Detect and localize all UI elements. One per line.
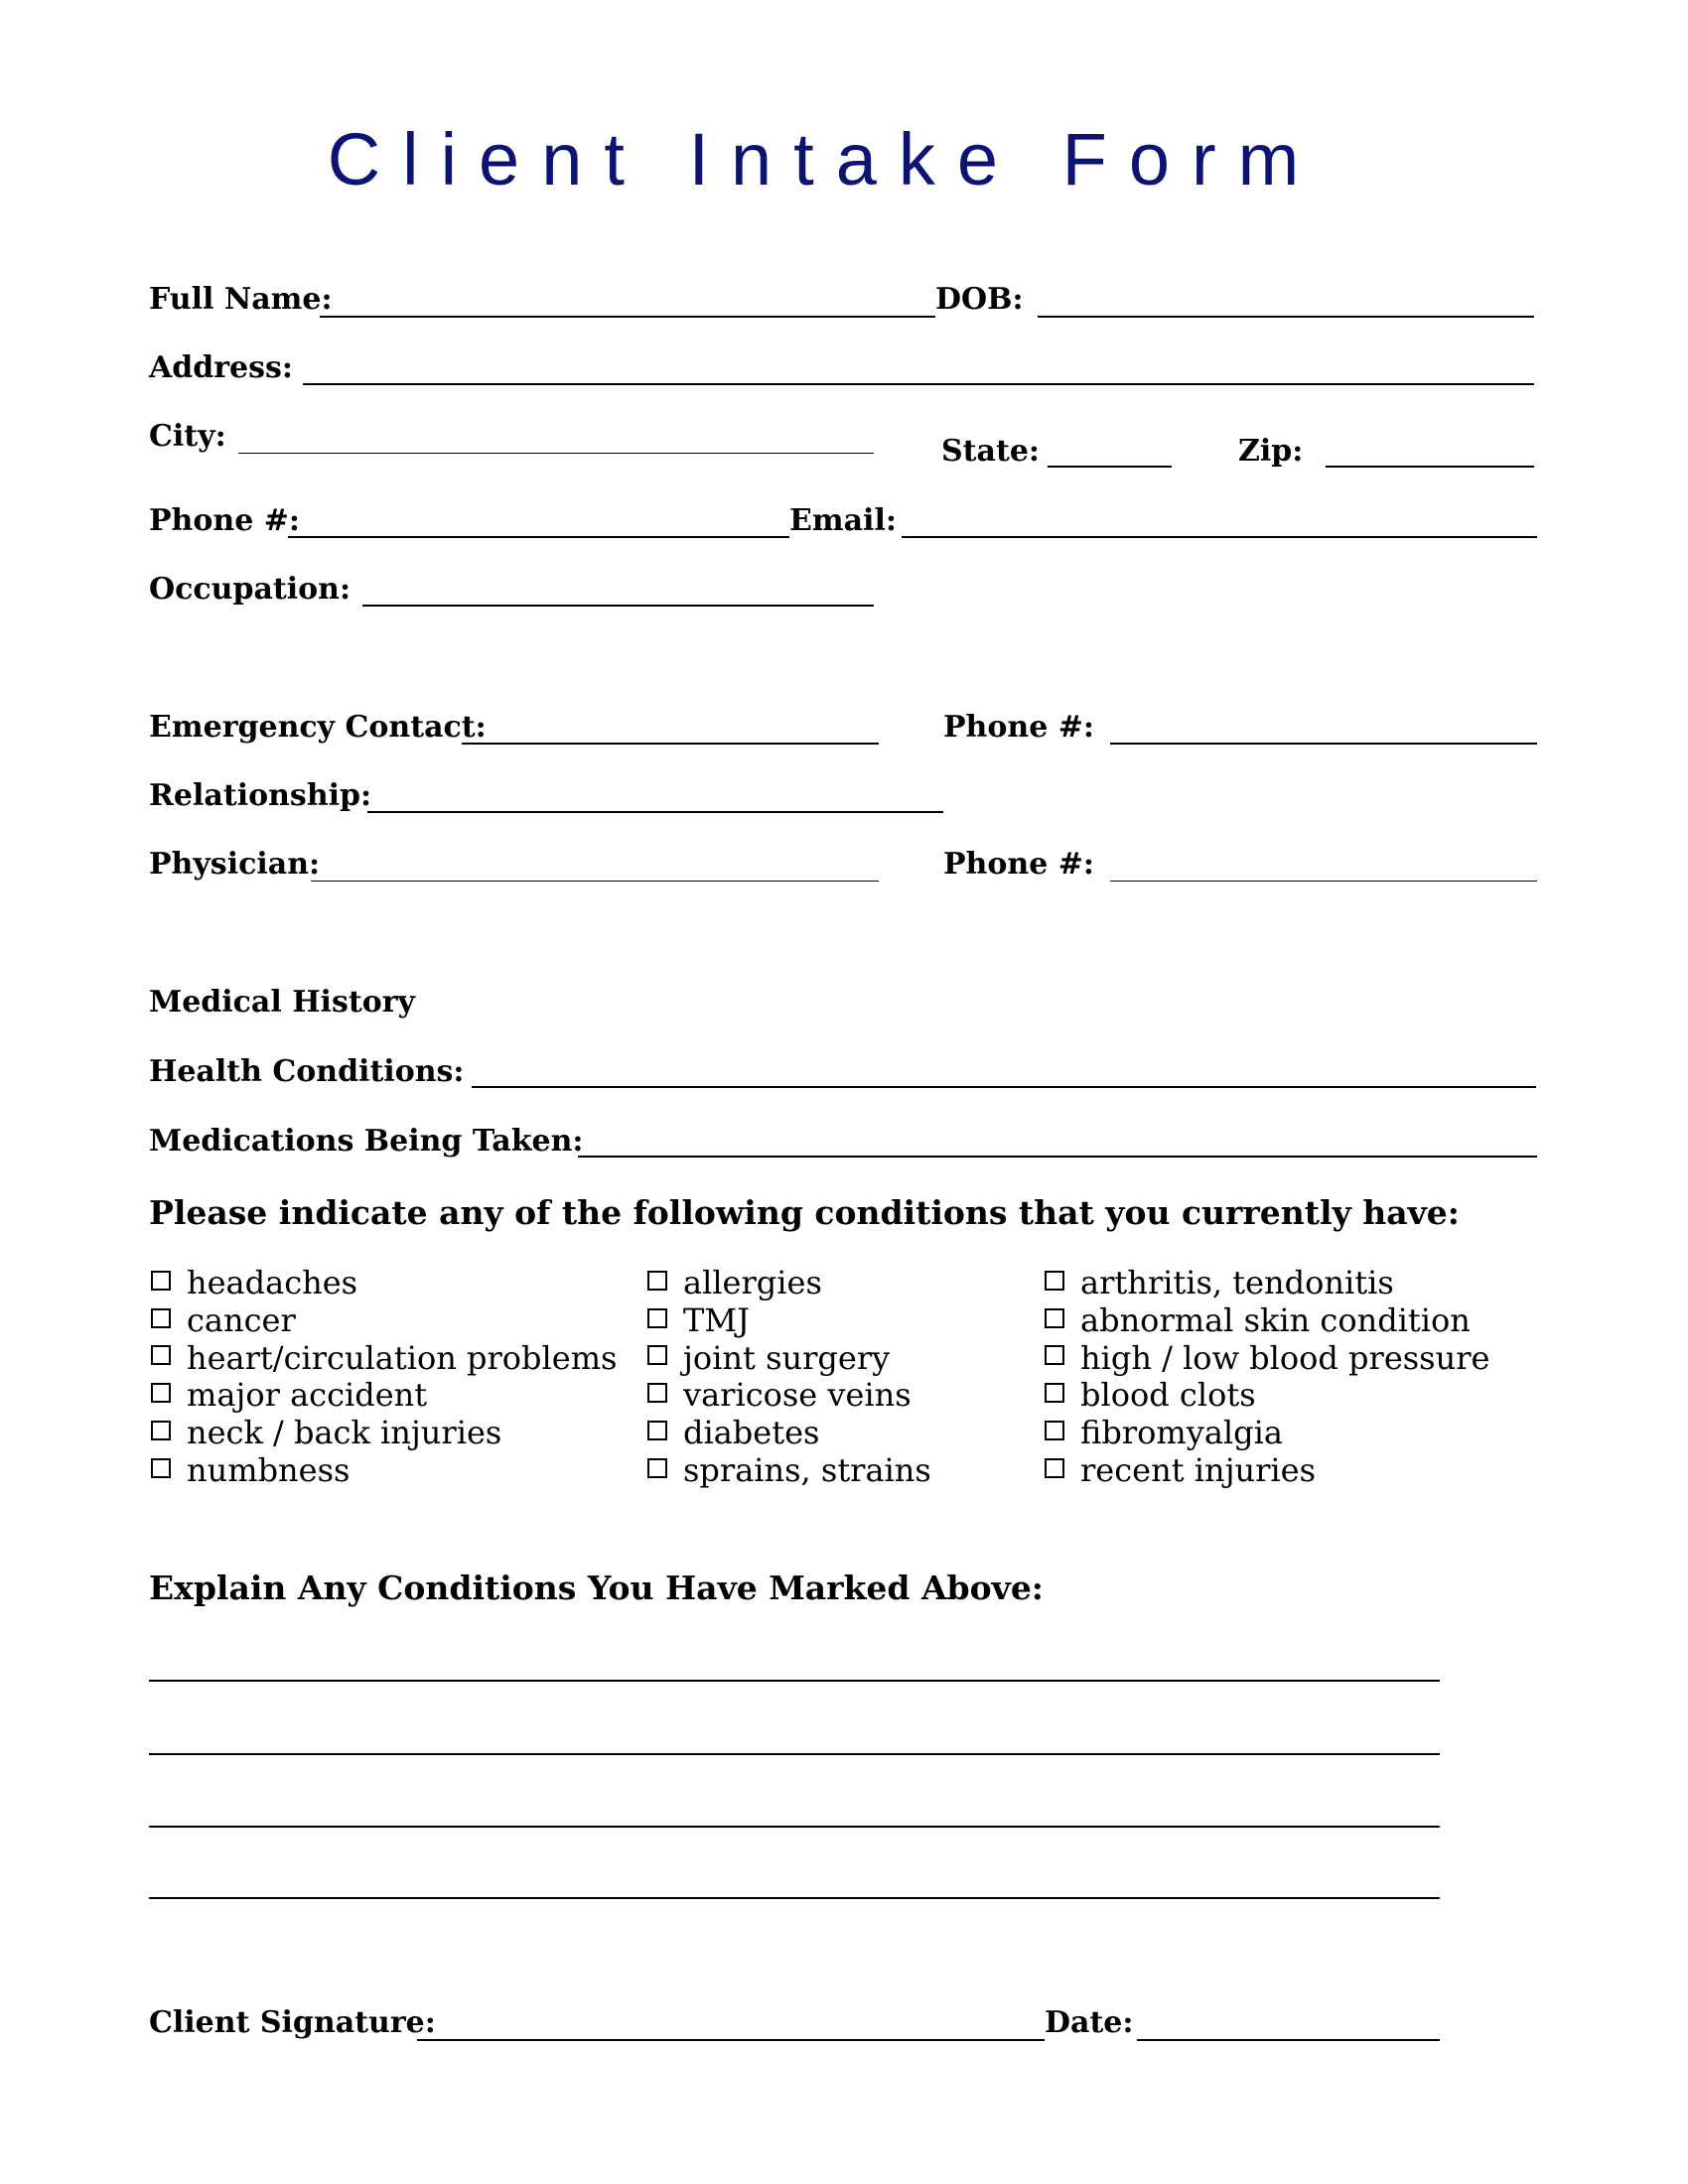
- health-conditions-field[interactable]: [472, 1086, 1536, 1088]
- checkbox[interactable]: [1045, 1383, 1064, 1403]
- condition-label: fibromyalgia: [1080, 1414, 1283, 1452]
- checkbox[interactable]: [1045, 1345, 1064, 1365]
- city-field[interactable]: [238, 453, 874, 454]
- checkbox[interactable]: [1045, 1421, 1064, 1440]
- state-field[interactable]: [1048, 466, 1172, 468]
- emergency-phone-field[interactable]: [1110, 743, 1537, 745]
- checkbox[interactable]: [151, 1421, 171, 1440]
- medications-label: Medications Being Taken:: [149, 1124, 584, 1159]
- condition-item[interactable]: [647, 1264, 931, 1301]
- physician-field[interactable]: [311, 881, 879, 882]
- condition-label: allergies: [683, 1263, 822, 1301]
- relationship-label: Relationship:: [149, 778, 372, 813]
- form-title: Client Intake Form: [327, 118, 1322, 201]
- checkbox[interactable]: [647, 1383, 667, 1403]
- address-field[interactable]: [303, 383, 1534, 385]
- address-label: Address:: [149, 350, 293, 385]
- explain-heading: Explain Any Conditions You Have Marked Above:: [149, 1569, 1044, 1607]
- full-name-label: Full Name:: [149, 282, 333, 317]
- condition-label: arthritis, tendonitis: [1080, 1263, 1394, 1301]
- conditions-column-1: [151, 1264, 617, 1489]
- occupation-field[interactable]: [362, 605, 874, 607]
- client-signature-label: Client Signature:: [149, 2005, 436, 2040]
- checkbox[interactable]: [151, 1345, 171, 1365]
- condition-item[interactable]: [151, 1451, 617, 1489]
- date-label: Date:: [1045, 2005, 1134, 2040]
- checkbox[interactable]: [647, 1421, 667, 1440]
- checkbox[interactable]: [1045, 1271, 1064, 1291]
- zip-label: Zip:: [1238, 434, 1304, 469]
- medical-history-heading: Medical History: [149, 985, 415, 1020]
- health-conditions-label: Health Conditions:: [149, 1054, 465, 1089]
- physician-phone-field[interactable]: [1110, 881, 1537, 882]
- emergency-contact-field[interactable]: [462, 743, 879, 745]
- condition-item[interactable]: [151, 1301, 617, 1339]
- conditions-column-3: [1045, 1264, 1489, 1489]
- explain-line[interactable]: [149, 1897, 1440, 1899]
- condition-item[interactable]: [151, 1339, 617, 1377]
- physician-label: Physician:: [149, 847, 321, 882]
- checkbox[interactable]: [1045, 1308, 1064, 1328]
- condition-item[interactable]: [647, 1414, 931, 1451]
- condition-item[interactable]: [1045, 1451, 1489, 1489]
- checkbox[interactable]: [151, 1271, 171, 1291]
- email-field[interactable]: [902, 536, 1537, 538]
- explain-line[interactable]: [149, 1680, 1440, 1682]
- condition-item[interactable]: [151, 1264, 617, 1301]
- condition-label: numbness: [187, 1450, 351, 1489]
- city-label: City:: [149, 419, 226, 454]
- phone-field[interactable]: [288, 536, 789, 538]
- conditions-column-2: [647, 1264, 931, 1489]
- checkbox[interactable]: [151, 1383, 171, 1403]
- occupation-label: Occupation:: [149, 572, 352, 607]
- condition-label: TMJ: [683, 1300, 750, 1339]
- condition-label: cancer: [187, 1300, 296, 1339]
- condition-label: major accident: [187, 1376, 428, 1415]
- physician-phone-label: Phone #:: [943, 847, 1094, 882]
- condition-label: diabetes: [683, 1414, 820, 1452]
- checkbox[interactable]: [647, 1345, 667, 1365]
- condition-label: sprains, strains: [683, 1450, 931, 1489]
- checkbox[interactable]: [647, 1458, 667, 1478]
- condition-label: joint surgery: [683, 1338, 891, 1377]
- condition-item[interactable]: [647, 1376, 931, 1414]
- condition-label: recent injuries: [1080, 1450, 1316, 1489]
- relationship-field[interactable]: [367, 811, 943, 813]
- condition-label: neck / back injuries: [187, 1414, 502, 1452]
- zip-field[interactable]: [1326, 466, 1534, 468]
- condition-label: blood clots: [1080, 1376, 1256, 1415]
- condition-item[interactable]: [647, 1339, 931, 1377]
- date-field[interactable]: [1137, 2039, 1440, 2041]
- full-name-field[interactable]: [320, 316, 935, 318]
- condition-label: abnormal skin condition: [1080, 1300, 1471, 1339]
- condition-item[interactable]: [1045, 1301, 1489, 1339]
- condition-label: heart/circulation problems: [187, 1338, 618, 1377]
- condition-item[interactable]: [1045, 1414, 1489, 1451]
- condition-label: headaches: [187, 1263, 358, 1301]
- condition-item[interactable]: [647, 1451, 931, 1489]
- checkbox[interactable]: [1045, 1458, 1064, 1478]
- medications-field[interactable]: [578, 1156, 1537, 1158]
- state-label: State:: [941, 434, 1040, 469]
- condition-item[interactable]: [1045, 1264, 1489, 1301]
- emergency-phone-label: Phone #:: [943, 710, 1094, 745]
- explain-line[interactable]: [149, 1753, 1440, 1755]
- client-signature-field[interactable]: [417, 2039, 1045, 2041]
- condition-item[interactable]: [151, 1376, 617, 1414]
- checkbox[interactable]: [151, 1308, 171, 1328]
- email-label: Email:: [789, 503, 897, 538]
- checkbox[interactable]: [647, 1271, 667, 1291]
- condition-item[interactable]: [151, 1414, 617, 1451]
- condition-item[interactable]: [1045, 1376, 1489, 1414]
- explain-line[interactable]: [149, 1826, 1440, 1828]
- checkbox[interactable]: [647, 1308, 667, 1328]
- checkbox[interactable]: [151, 1458, 171, 1478]
- condition-label: varicose veins: [683, 1376, 912, 1415]
- emergency-contact-label: Emergency Contact:: [149, 710, 487, 745]
- condition-item[interactable]: [1045, 1339, 1489, 1377]
- condition-item[interactable]: [647, 1301, 931, 1339]
- dob-field[interactable]: [1038, 316, 1534, 318]
- conditions-prompt: Please indicate any of the following conditions that you currently have:: [149, 1193, 1460, 1232]
- condition-label: high / low blood pressure: [1080, 1338, 1490, 1377]
- phone-label: Phone #:: [149, 503, 300, 538]
- dob-label: DOB:: [935, 282, 1024, 317]
